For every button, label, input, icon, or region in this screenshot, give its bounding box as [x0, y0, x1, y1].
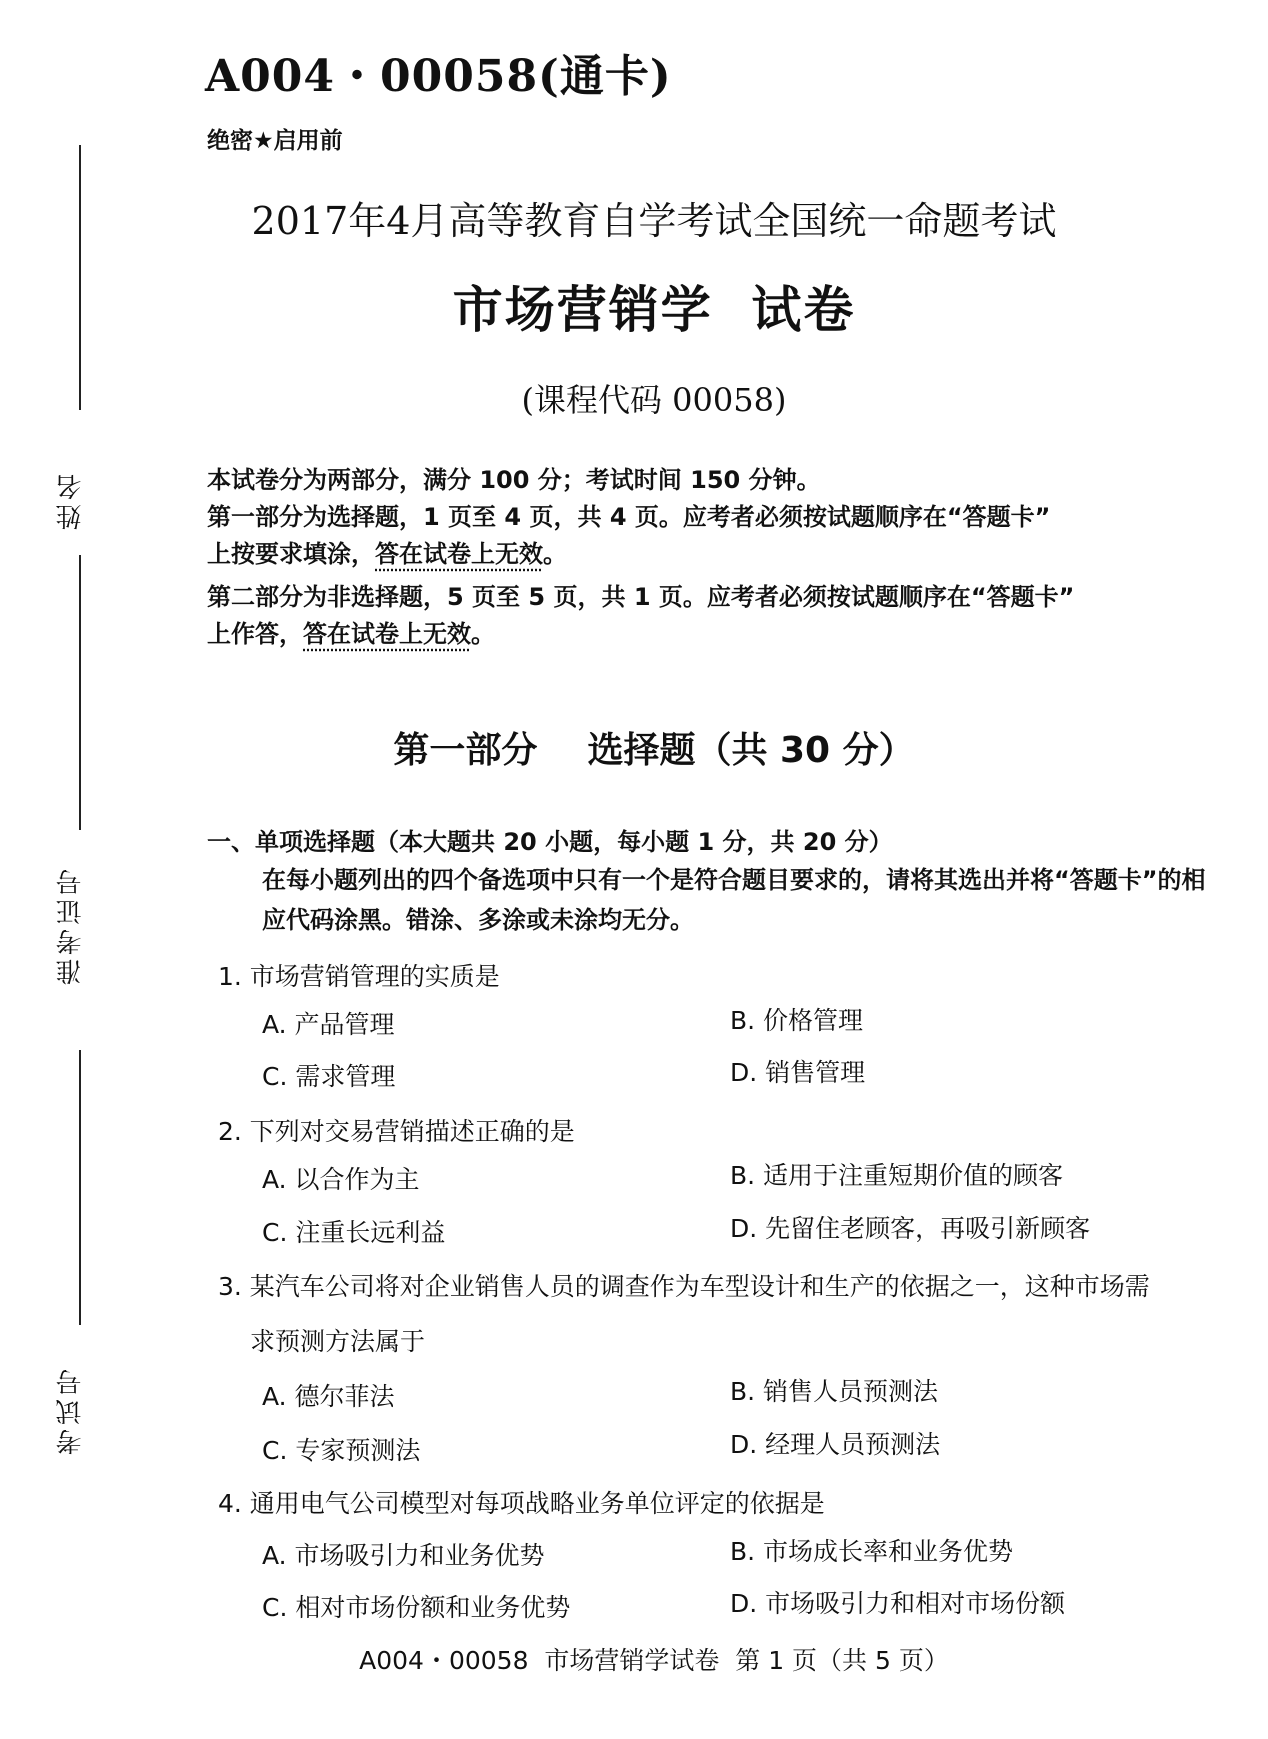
instruction-line	[207, 616, 1207, 653]
binding-line	[79, 1050, 81, 1325]
option-c: C. 注重长远利益	[262, 1218, 446, 1247]
admission-number-label: 准考证号	[56, 865, 86, 985]
option-c: C. 相对市场份额和业务优势	[262, 1593, 571, 1622]
name-label: 姓名	[56, 470, 86, 530]
instructions	[207, 462, 1207, 653]
option-a: A. 产品管理	[262, 1010, 395, 1039]
question-stem: 1. 市场营销管理的实质是	[218, 962, 500, 991]
emphasis-text: 答在试卷上无效	[375, 540, 543, 568]
question-stem: 2. 下列对交易营销描述正确的是	[218, 1117, 575, 1146]
emphasis-text: 答在试卷上无效	[303, 620, 471, 648]
instruction-text: 上作答，	[207, 620, 303, 648]
binding-line	[79, 555, 81, 830]
course-code: (课程代码 00058)	[521, 381, 787, 419]
option-a: A. 市场吸引力和业务优势	[262, 1541, 545, 1570]
instruction-text: 。	[471, 620, 495, 648]
option-c: C. 需求管理	[262, 1062, 396, 1091]
instruction-text: 上按要求填涂，	[207, 540, 375, 568]
instruction-line: 第二部分为非选择题，5 页至 5 页，共 1 页。应考者必须按试题顺序在“答题卡”	[207, 583, 1075, 611]
option-d: D. 先留住老顾客，再吸引新顾客	[730, 1214, 1091, 1243]
section-title	[0, 722, 1268, 773]
option-a: A. 以合作为主	[262, 1165, 420, 1194]
option-d: D. 销售管理	[730, 1058, 866, 1087]
subject-title-text: 市场营销学 试卷	[452, 281, 856, 339]
option-d: D. 经理人员预测法	[730, 1430, 941, 1459]
option-a: A. 德尔菲法	[262, 1382, 395, 1411]
option-b: B. 市场成长率和业务优势	[730, 1537, 1014, 1566]
subject-title	[0, 270, 1268, 342]
section-title-text: 第一部分 选择题（共 30 分）	[393, 730, 915, 771]
option-d: D. 市场吸引力和相对市场份额	[730, 1589, 1066, 1618]
instruction-line	[207, 536, 1207, 573]
question-group-heading: 一、单项选择题（本大题共 20 小题，每小题 1 分，共 20 分）	[207, 828, 893, 856]
option-b: B. 销售人员预测法	[730, 1377, 939, 1406]
page-footer	[0, 1641, 1268, 1677]
option-b: B. 价格管理	[730, 1006, 864, 1035]
question-group-description: 在每小题列出的四个备选项中只有一个是符合题目要求的，请将其选出并将“答题卡”的相应代码涂黑。错涂、多涂或未涂均无分。	[262, 866, 1206, 934]
question-stem: 4. 通用电气公司模型对每项战略业务单位评定的依据是	[218, 1489, 825, 1518]
question-stem-continued: 求预测方法属于	[250, 1327, 426, 1356]
option-c: C. 专家预测法	[262, 1436, 421, 1465]
exam-title: 2017年4月高等教育自学考试全国统一命题考试	[251, 199, 1057, 243]
question-stem: 3. 某汽车公司将对企业销售人员的调查作为车型设计和生产的依据之一，这种市场需	[218, 1272, 1150, 1301]
instruction-line: 第一部分为选择题，1 页至 4 页，共 4 页。应考者必须按试题顺序在“答题卡”	[207, 503, 1051, 531]
secret-mark: 绝密★启用前	[207, 128, 343, 154]
option-b: B. 适用于注重短期价值的顾客	[730, 1161, 1064, 1190]
exam-number-label: 考试号	[56, 1365, 86, 1455]
instruction-line: 本试卷分为两部分，满分 100 分；考试时间 150 分钟。	[207, 466, 821, 494]
footer-text: A004・00058 市场营销学试卷 第 1 页（共 5 页）	[359, 1646, 949, 1675]
instruction-text: 。	[543, 540, 567, 568]
paper-code: A004・00058(通卡)	[205, 51, 672, 102]
